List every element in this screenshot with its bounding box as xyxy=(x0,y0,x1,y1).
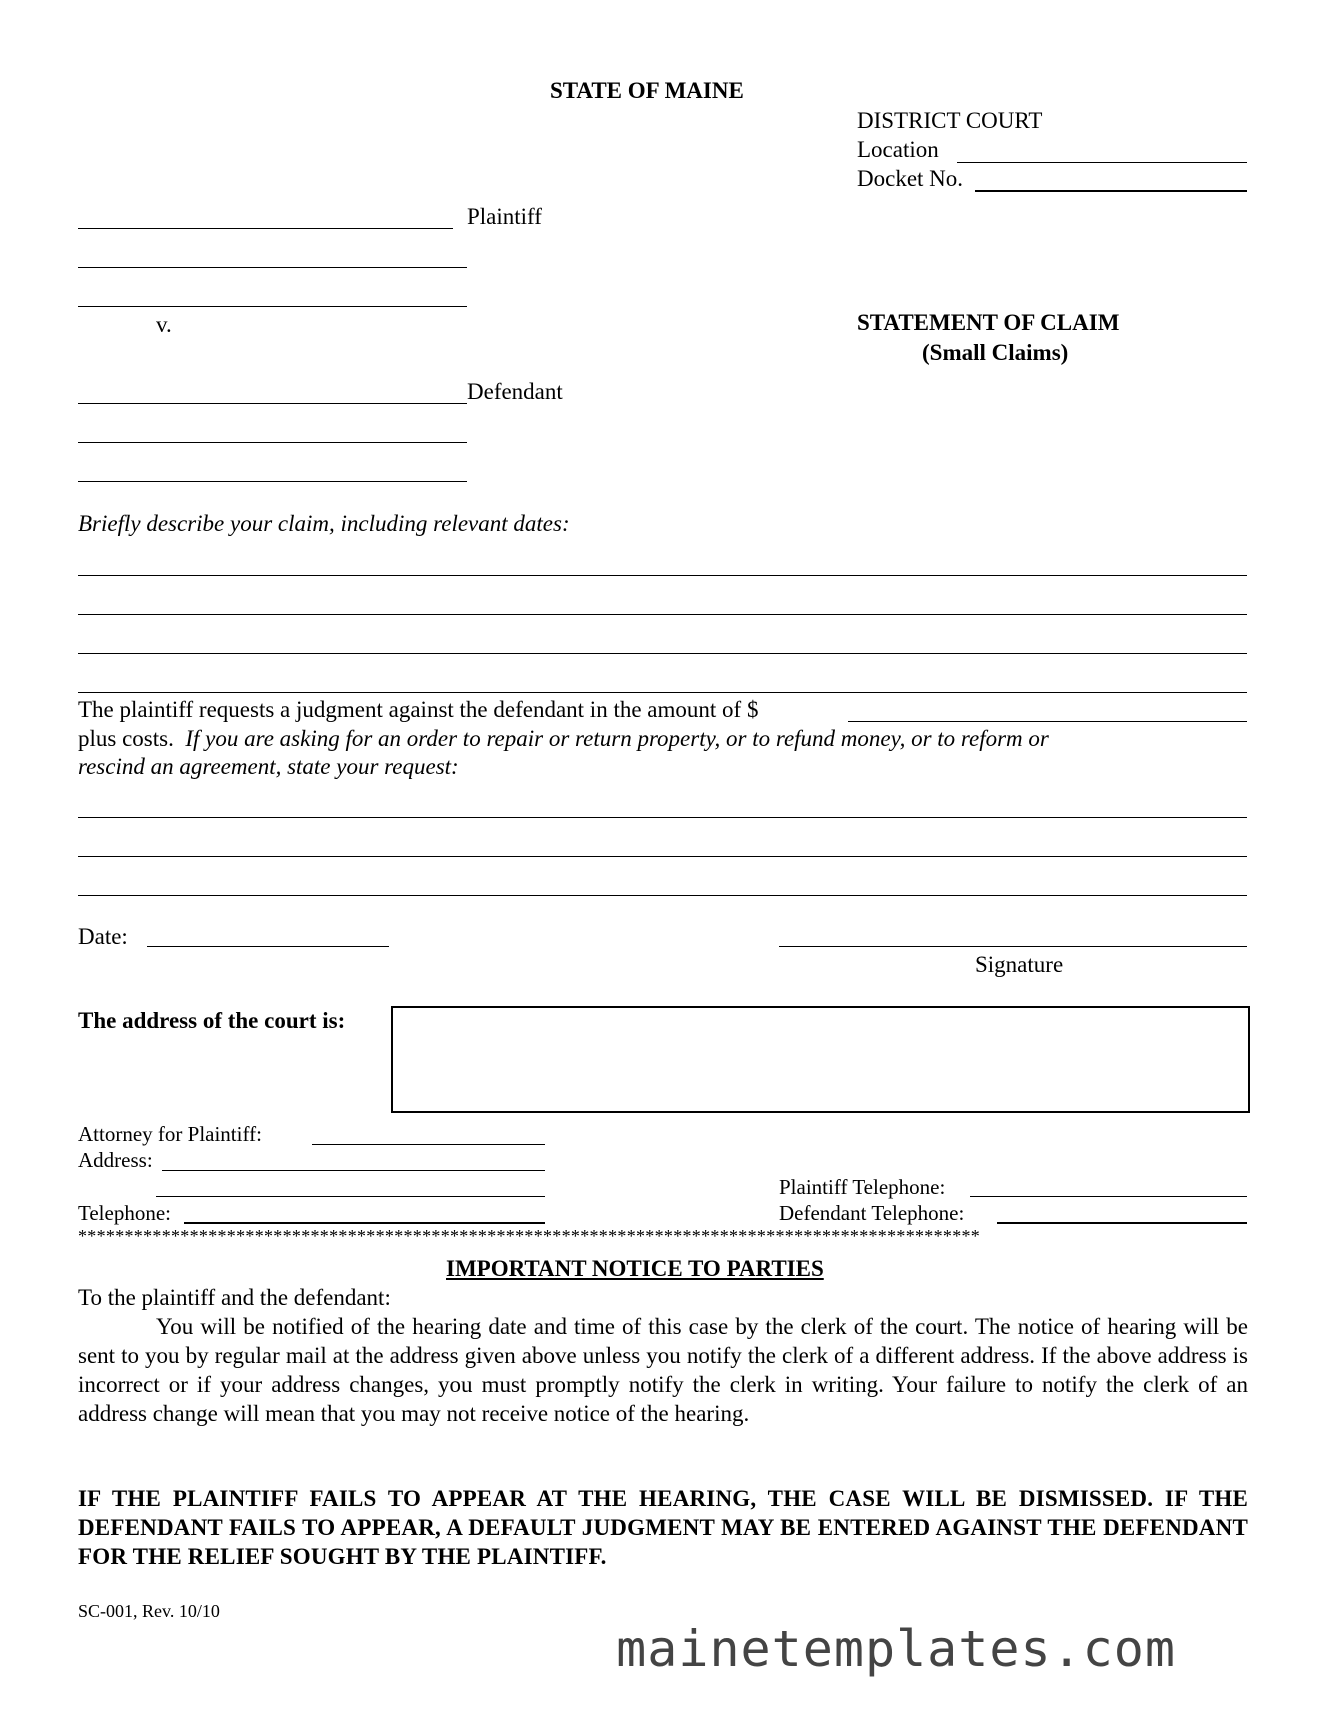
notice-salutation: To the plaintiff and the defendant: xyxy=(78,1285,391,1310)
versus-label: v. xyxy=(156,312,172,337)
defendant-telephone-field[interactable] xyxy=(997,1222,1247,1224)
court-address-label: The address of the court is: xyxy=(78,1008,346,1033)
docket-label: Docket No. xyxy=(857,166,964,191)
signature-field[interactable] xyxy=(779,946,1247,947)
plaintiff-label: Plaintiff xyxy=(467,204,542,229)
notice-heading: IMPORTANT NOTICE TO PARTIES xyxy=(446,1256,824,1281)
location-label: Location xyxy=(857,137,939,162)
plaintiff-telephone-field[interactable] xyxy=(970,1196,1247,1197)
defendant-label: Defendant xyxy=(467,379,563,404)
request-line-1[interactable] xyxy=(78,817,1247,818)
defendant-address-field-2[interactable] xyxy=(78,481,467,482)
location-field[interactable] xyxy=(957,162,1247,163)
separator-line: ************************************************************************************************* xyxy=(78,1226,981,1246)
request-line-3[interactable] xyxy=(78,895,1247,896)
plus-costs-text xyxy=(78,725,1049,753)
amount-text: The plaintiff requests a judgment against the defendant in the amount of $ xyxy=(78,697,759,722)
court-address-box[interactable] xyxy=(391,1006,1250,1113)
request-line-2[interactable] xyxy=(78,856,1247,857)
address-label: Address: xyxy=(78,1148,153,1172)
state-title: STATE OF MAINE xyxy=(550,78,744,103)
order-prompt-1: If you are asking for an order to repair or return property, or to refund money, or to reform or xyxy=(185,726,1049,751)
claim-line-2[interactable] xyxy=(78,614,1247,615)
form-subtitle: (Small Claims) xyxy=(922,340,1069,365)
plaintiff-address-field-1[interactable] xyxy=(78,267,467,268)
form-id: SC-001, Rev. 10/10 xyxy=(78,1601,220,1621)
attorney-telephone-field[interactable] xyxy=(184,1222,545,1224)
defendant-telephone-label: Defendant Telephone: xyxy=(779,1201,965,1225)
plaintiff-telephone-label: Plaintiff Telephone: xyxy=(779,1175,946,1199)
watermark: mainetemplates.com xyxy=(616,1620,1176,1678)
defendant-address-field-1[interactable] xyxy=(78,442,467,443)
notice-warning: IF THE PLAINTIFF FAILS TO APPEAR AT THE HEARING, THE CASE WILL BE DISMISSED. IF THE DEFENDANT FAILS TO APPEAR, A DEFAULT JUDGMENT MAY BE ENTERED AGAINST THE DEFENDANT FOR THE RELIEF SOUGHT BY THE PLAINTIFF. xyxy=(78,1486,1248,1569)
defendant-name-field[interactable] xyxy=(78,403,467,404)
plaintiff-address-field-2[interactable] xyxy=(78,306,467,307)
attorney-field[interactable] xyxy=(312,1144,545,1145)
claim-line-3[interactable] xyxy=(78,653,1247,654)
amount-field[interactable] xyxy=(848,721,1247,722)
docket-field[interactable] xyxy=(975,190,1247,192)
date-field[interactable] xyxy=(147,946,389,947)
plus-costs: plus costs. xyxy=(78,726,174,751)
notice-body: You will be notified of the hearing date and time of this case by the clerk of the court. The notice of hearing will be sent to you by regular mail at the address given above unless you notify the clerk of a different address. If the above address is incorrect or if your address changes, you must promptly notify the clerk in writing. Your failure to notify the clerk of an address change will mean that you may not receive notice of the hearing. xyxy=(78,1314,1248,1426)
attorney-address-field-2[interactable] xyxy=(156,1196,545,1197)
claim-line-4[interactable] xyxy=(78,692,1247,693)
claim-prompt: Briefly describe your claim, including relevant dates: xyxy=(78,511,570,536)
plaintiff-name-field[interactable] xyxy=(78,228,453,229)
attorney-address-field-1[interactable] xyxy=(162,1170,545,1171)
date-label: Date: xyxy=(78,924,128,949)
telephone-label: Telephone: xyxy=(78,1201,171,1225)
attorney-label: Attorney for Plaintiff: xyxy=(78,1122,262,1146)
order-prompt-2: rescind an agreement, state your request: xyxy=(78,754,459,779)
claim-line-1[interactable] xyxy=(78,575,1247,576)
court-name: DISTRICT COURT xyxy=(857,108,1043,133)
signature-label: Signature xyxy=(975,952,1064,977)
form-title: STATEMENT OF CLAIM xyxy=(857,310,1120,335)
